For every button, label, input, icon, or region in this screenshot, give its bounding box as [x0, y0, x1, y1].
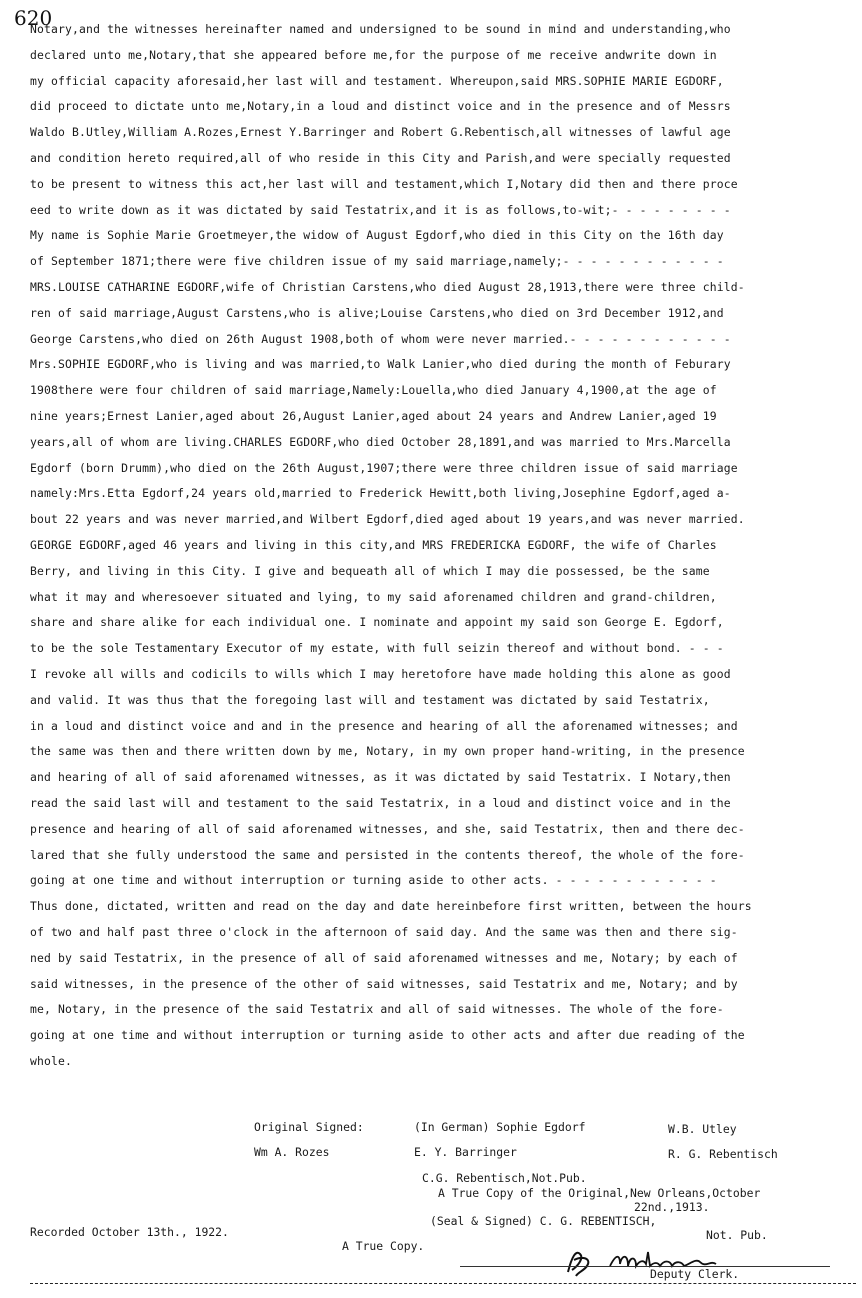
- body-line: namely:Mrs.Etta Egdorf,24 years old,married to Frederick Hewitt,both living,Josephine Egdorf,aged a-: [30, 486, 731, 501]
- witness-barringer: E. Y. Barringer: [414, 1145, 517, 1159]
- deputy-clerk-rule: [460, 1266, 830, 1267]
- body-line: My name is Sophie Marie Groetmeyer,the widow of August Egdorf,who died in this City on the 16th day: [30, 228, 724, 243]
- body-line: 1908there were four children of said marriage,Namely:Louella,who died January 4,1900,at the age of: [30, 383, 717, 398]
- true-copy-original: A True Copy of the Original,New Orleans,October: [438, 1186, 761, 1200]
- a-true-copy: A True Copy.: [342, 1239, 425, 1253]
- body-line: eed to write down as it was dictated by said Testatrix,and it is as follows,to-wit;- - - - - - - - -: [30, 202, 731, 217]
- body-line: whole.: [30, 1054, 73, 1068]
- true-copy-date: 22nd.,1913.: [634, 1200, 710, 1214]
- body-line: me, Notary, in the presence of the said Testatrix and all of said witnesses. The whole of the fore-: [30, 1002, 724, 1017]
- body-line: to be the sole Testamentary Executor of my estate, with full seizin thereof and without bond. - - -: [30, 641, 724, 656]
- body-line: Thus done, dictated, written and read on the day and date hereinbefore first written, between the hours: [30, 899, 752, 914]
- body-line: going at one time and without interruption or turning aside to other acts and after due reading of the: [30, 1028, 745, 1043]
- seal-and-signed: (Seal & Signed) C. G. REBENTISCH,: [430, 1214, 657, 1228]
- page-number: 620: [14, 6, 53, 30]
- body-line: of September 1871;there were five children issue of my said marriage,namely;- - - - - - - - - - - -: [30, 254, 724, 269]
- body-line: Egdorf (born Drumm),who died on the 26th August,1907;there were three children issue of said marriage: [30, 460, 738, 475]
- body-line: the same was then and there written down by me, Notary, in my own proper hand-writing, in the presence: [30, 744, 745, 759]
- body-line: Mrs.SOPHIE EGDORF,who is living and was married,to Walk Lanier,who died during the month of Feburary: [30, 357, 731, 372]
- body-line: what it may and wheresoever situated and lying, to my said aforenamed children and grand-children,: [30, 589, 717, 604]
- witness-utley: W.B. Utley: [668, 1122, 737, 1136]
- deputy-clerk-label: Deputy Clerk.: [650, 1267, 740, 1281]
- body-line: Waldo B.Utley,William A.Rozes,Ernest Y.Barringer and Robert G.Rebentisch,all witnesses of lawful age: [30, 125, 731, 140]
- body-line: MRS.LOUISE CATHARINE EGDORF,wife of Christian Carstens,who died August 28,1913,there were three child-: [30, 280, 745, 294]
- body-line: Berry, and living in this City. I give and bequeath all of which I may die possessed, be the same: [30, 563, 710, 578]
- witness-rozes: Wm A. Rozes: [254, 1145, 330, 1159]
- body-line: to be present to witness this act,her last will and testament,which I,Notary did then and there proce: [30, 176, 738, 191]
- recorded-date: Recorded October 13th., 1922.: [30, 1225, 229, 1239]
- witness-rebentisch: R. G. Rebentisch: [668, 1147, 778, 1161]
- body-line: going at one time and without interruption or turning aside to other acts. - - - - - - - - - - - -: [30, 873, 717, 888]
- body-line: years,all of whom are living.CHARLES EGDORF,who died October 28,1891,and was married to Mrs.Marcella: [30, 434, 731, 449]
- body-line: read the said last will and testament to the said Testatrix, in a loud and distinct voice and in the: [30, 796, 731, 810]
- body-line: lared that she fully understood the same and persisted in the contents thereof, the whole of the fore-: [30, 847, 745, 862]
- bottom-dashed-rule: [30, 1283, 856, 1284]
- body-line: my official capacity aforesaid,her last will and testament. Whereupon,said MRS.SOPHIE MARIE EGDORF,: [30, 73, 724, 88]
- body-line: said witnesses, in the presence of the other of said witnesses, said Testatrix and me, Notary; and by: [30, 976, 738, 991]
- not-pub: Not. Pub.: [706, 1228, 768, 1242]
- body-line: bout 22 years and was never married,and Wilbert Egdorf,died aged about 19 years,and was never married.: [30, 512, 745, 527]
- body-line: presence and hearing of all of said aforenamed witnesses, and she, said Testatrix, then and there dec-: [30, 821, 745, 836]
- body-line: in a loud and distinct voice and and in the presence and hearing of all the aforenamed witnesses; and: [30, 718, 738, 733]
- body-line: share and share alike for each individual one. I nominate and appoint my said son George E. Egdorf,: [30, 615, 724, 630]
- notary-line: C.G. Rebentisch,Not.Pub.: [422, 1171, 587, 1185]
- body-line: nine years;Ernest Lanier,aged about 26,August Lanier,aged about 24 years and Andrew Lanier,aged 19: [30, 409, 717, 423]
- body-line: ren of said marriage,August Carstens,who is alive;Louise Carstens,who died on 3rd December 1912,and: [30, 305, 724, 320]
- original-signed-label: Original Signed:: [254, 1120, 364, 1134]
- body-line: and valid. It was thus that the foregoing last will and testament was dictated by said Testatrix,: [30, 692, 710, 707]
- body-line: Notary,and the witnesses hereinafter named and undersigned to be sound in mind and understanding,who: [30, 22, 731, 36]
- body-line: George Carstens,who died on 26th August 1908,both of whom were never married.- - - - - - - - - - - -: [30, 331, 731, 346]
- body-line: ned by said Testatrix, in the presence of all of said aforenamed witnesses and me, Notary; by each of: [30, 950, 738, 965]
- body-line: I revoke all wills and codicils to wills which I may heretofore have made holding this alone as good: [30, 667, 731, 681]
- body-line: declared unto me,Notary,that she appeared before me,for the purpose of me receive andwrite down in: [30, 47, 717, 62]
- body-line: GEORGE EGDORF,aged 46 years and living in this city,and MRS FREDERICKA EGDORF, the wife of Charles: [30, 538, 717, 552]
- testatrix-signature-german: (In German) Sophie Egdorf: [414, 1120, 586, 1134]
- body-line: and condition hereto required,all of who reside in this City and Parish,and were specially requested: [30, 151, 731, 165]
- body-line: and hearing of all of said aforenamed witnesses, as it was dictated by said Testatrix. I Notary,then: [30, 770, 731, 785]
- body-line: did proceed to dictate unto me,Notary,in a loud and distinct voice and in the presence and of Messrs: [30, 99, 731, 114]
- body-line: of two and half past three o'clock in the afternoon of said day. And the same was then and there sig-: [30, 925, 738, 939]
